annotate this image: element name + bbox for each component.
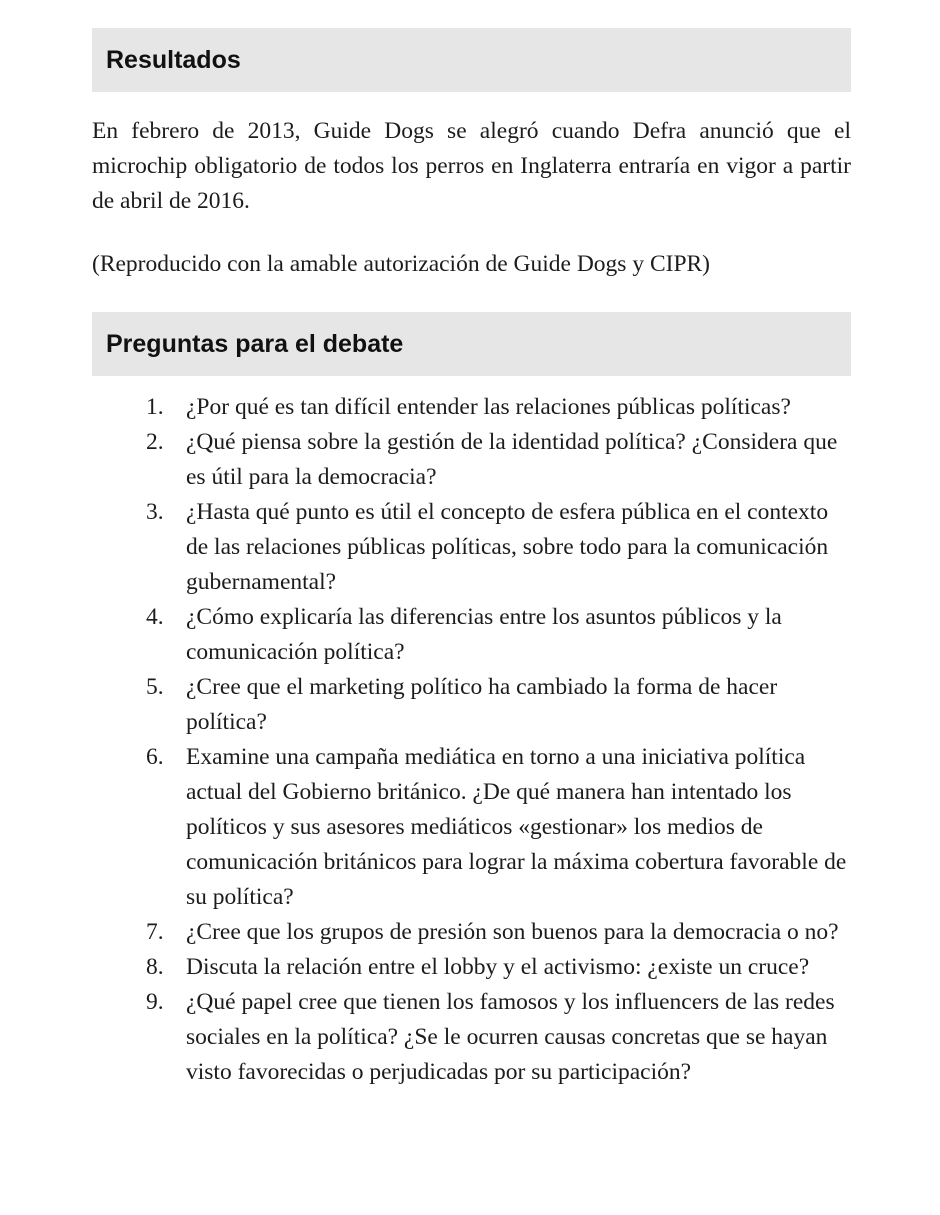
question-number: 1.	[146, 394, 164, 420]
question-item	[92, 600, 851, 670]
question-number: 2.	[146, 429, 164, 455]
question-number: 8.	[146, 954, 164, 980]
question-text: Discuta la relación entre el lobby y el activismo: ¿existe un cruce?	[186, 954, 810, 980]
results-heading: Resultados	[92, 28, 851, 92]
question-number: 9.	[146, 989, 164, 1015]
question-item	[92, 425, 851, 495]
question-item	[92, 495, 851, 600]
question-item	[92, 670, 851, 740]
questions-list	[92, 390, 851, 1090]
results-paragraph: En febrero de 2013, Guide Dogs se alegró cuando Defra anunció que el microchip obligatorio de todos los perros en Inglaterra entraría en vigor a partir de abril de 2016.	[92, 118, 851, 214]
question-text: ¿Qué papel cree que tienen los famosos y los influencers de las redes sociales en la política? ¿Se le ocurren causas concretas que se hayan visto favorecidas o perjudicadas por su participación?	[186, 989, 835, 1085]
question-number: 5.	[146, 674, 164, 700]
question-text: ¿Por qué es tan difícil entender las relaciones públicas políticas?	[186, 394, 791, 420]
page-content	[92, 28, 851, 1090]
question-text: ¿Cómo explicaría las diferencias entre los asuntos públicos y la comunicación política?	[186, 604, 782, 665]
question-item	[92, 390, 851, 425]
question-text: ¿Cree que los grupos de presión son buenos para la democracia o no?	[186, 919, 839, 945]
question-number: 7.	[146, 919, 164, 945]
credit-note: (Reproducido con la amable autorización de Guide Dogs y CIPR)	[92, 251, 711, 277]
question-item	[92, 985, 851, 1090]
question-number: 3.	[146, 499, 164, 525]
question-text: ¿Hasta qué punto es útil el concepto de esfera pública en el contexto de las relaciones públicas políticas, sobre todo para la comunicación gubernamental?	[186, 499, 829, 595]
question-text: Examine una campaña mediática en torno a una iniciativa política actual del Gobierno británico. ¿De qué manera han intentado los políticos y sus asesores mediáticos «gestionar» los medios de comunicación británicos para lograr la máxima cobertura favorable de su política?	[186, 744, 847, 910]
question-number: 4.	[146, 604, 164, 630]
question-text: ¿Qué piensa sobre la gestión de la identidad política? ¿Considera que es útil para la democracia?	[186, 429, 838, 490]
question-item	[92, 915, 851, 950]
question-item	[92, 950, 851, 985]
question-text: ¿Cree que el marketing político ha cambiado la forma de hacer política?	[186, 674, 778, 735]
debate-heading: Preguntas para el debate	[92, 312, 851, 376]
question-number: 6.	[146, 744, 164, 770]
question-item	[92, 740, 851, 915]
